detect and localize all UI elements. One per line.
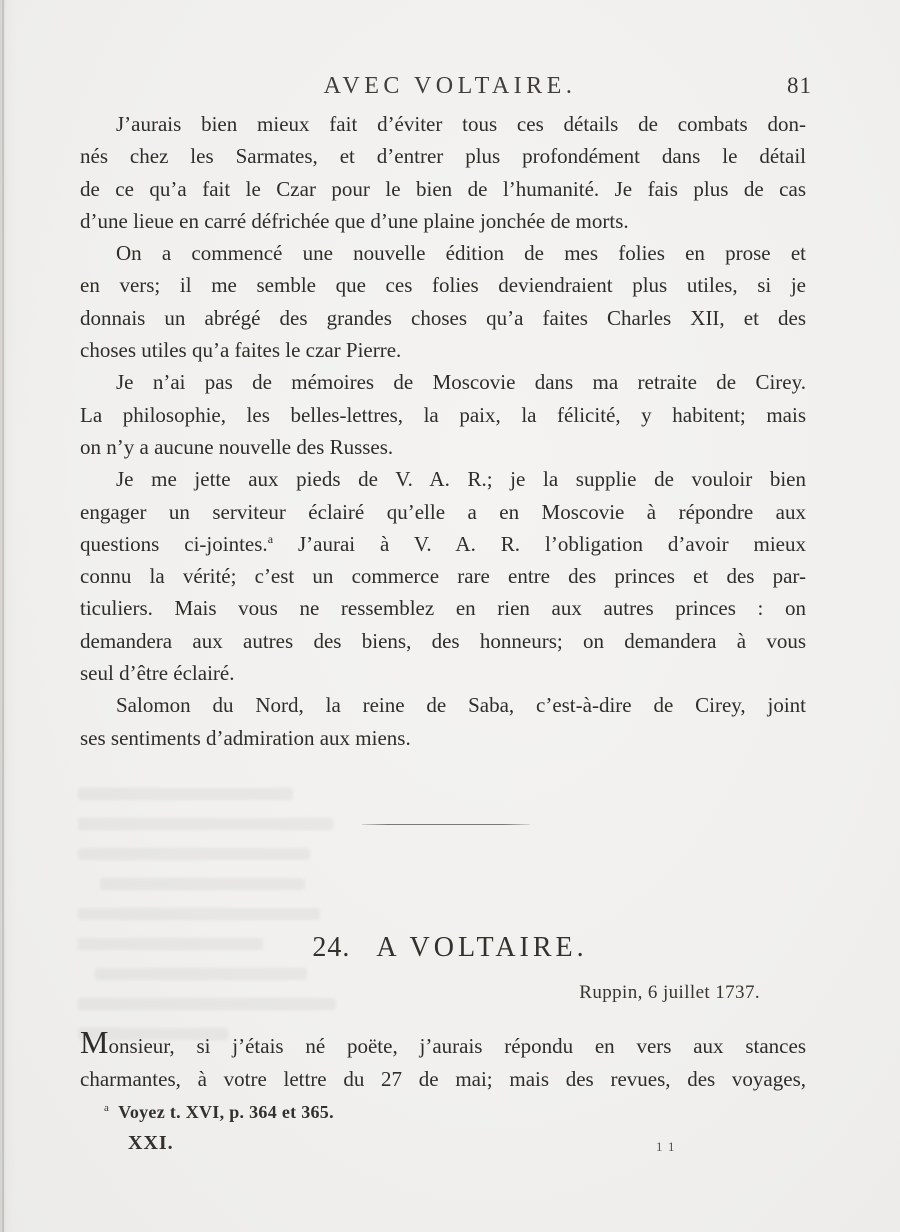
ghost-line (78, 788, 293, 800)
ghost-line (78, 818, 333, 830)
ghost-line (78, 848, 310, 860)
main-text-block (80, 108, 806, 754)
letter-dateline: Ruppin, 6 juillet 1737. (579, 982, 760, 1003)
letter-text-block (80, 1024, 806, 1096)
text-line: seul d’être éclairé. (80, 661, 235, 686)
drop-initial: M (80, 1024, 109, 1060)
section-divider-rule (362, 824, 530, 825)
running-header-title: AVEC VOLTAIRE. (323, 73, 577, 99)
text-line: on n’y a aucune nouvelle des Russes. (80, 434, 394, 459)
text-line: choses utiles qu’a faites le czar Pierre. (80, 338, 402, 363)
text-line: donnais un abrégé des grandes choses qu’a faites Charles XII, et des (80, 305, 806, 330)
text-line: La philosophie, les belles-lettres, la paix, la félicité, y habitent; mais (80, 402, 806, 427)
text-line: en vers; il me semble que ces folies deviendraient plus utiles, si je (80, 273, 806, 298)
text-line: Je n’ai pas de mémoires de Moscovie dans ma retraite de Cirey. (116, 370, 806, 395)
ghost-line (100, 878, 305, 890)
text-line: charmantes, à votre lettre du 27 de mai; mais des revues, des voyages, (80, 1067, 806, 1091)
volume-mark: XXI. (128, 1132, 174, 1154)
letter-heading (0, 932, 900, 964)
text-line: Je me jette aux pieds de V. A. R.; je la supplie de vouloir bien (116, 467, 806, 492)
footnote-text: Voyez t. XVI, p. 364 et 365. (118, 1102, 334, 1122)
letter-number: 24. (312, 932, 351, 963)
signature-mark: 11 (656, 1139, 681, 1154)
ghost-line (78, 908, 320, 920)
page-number: 81 (787, 73, 812, 98)
footnote-reference: a (267, 531, 274, 546)
footer-line (80, 1132, 806, 1158)
text-line: connu la vérité; c’est un commerce rare entre des princes et des par- (80, 564, 806, 589)
ghost-line (95, 968, 307, 980)
footnote (104, 1102, 334, 1123)
text-line: J’aurais bien mieux fait d’éviter tous ces détails de combats don- (116, 112, 806, 136)
text-line: demandera aux autres des biens, des honneurs; on demandera à vous (80, 628, 806, 653)
text-line: engager un serviteur éclairé qu’elle a en Moscovie à répondre aux (80, 499, 806, 524)
text-line: d’une lieue en carré défrichée que d’une plaine jonchée de morts. (80, 208, 629, 233)
text-line: ticuliers. Mais vous ne ressemblez en rien aux autres princes : on (80, 596, 806, 621)
text-line: de ce qu’a fait le Czar pour le bien de l’humanité. Je fais plus de cas (80, 176, 806, 201)
letter-title: A VOLTAIRE. (376, 932, 588, 963)
footnote-marker: a (104, 1102, 110, 1114)
scan-edge-shadow (0, 0, 16, 1232)
text-line: Salomon du Nord, la reine de Saba, c’est-à-dire de Cirey, joint (116, 693, 806, 718)
scan-edge-line (2, 0, 4, 1232)
text-line: On a commencé une nouvelle édition de mes folies en prose et (116, 241, 806, 266)
text-line: Monsieur, si j’étais né poëte, j’aurais répondu en vers aux stances (80, 1024, 806, 1060)
text-line: nés chez les Sarmates, et d’entrer plus profondément dans le détail (80, 144, 806, 169)
text-line: ses sentiments d’admiration aux miens. (80, 725, 411, 750)
text-line: questions ci-jointes.$^a$ J’aurai à V. A. R. l’obligation d’avoir mieux (80, 531, 807, 556)
